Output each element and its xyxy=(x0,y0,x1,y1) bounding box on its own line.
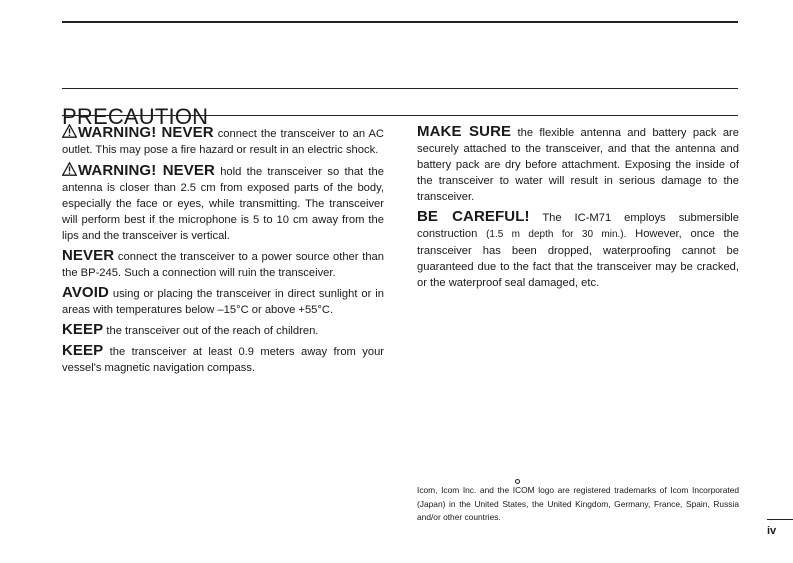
title-underline xyxy=(62,115,738,116)
title-rule xyxy=(62,88,738,89)
logo-dot-icon xyxy=(515,479,520,484)
page-number: iv xyxy=(767,525,777,537)
keyword: BE CAREFUL! xyxy=(417,208,530,225)
item-text: hold the transceiver so that the antenna is closer than 2.5 cm from exposed parts of the body, especially the face or eyes, while transmitting. The transceiver will perform best if the microphone is 5 to 10 cm away from the lips and the transceiver is vertical. xyxy=(62,166,384,242)
footnote-text: logo are registered trademarks of Icom Incorporated (Japan) in the United States, the United Kingdom, Germany, France, Spain, Russia and/or other countries. xyxy=(417,485,740,522)
precaution-item xyxy=(62,162,384,244)
item-text: connect the transceiver to an AC outlet. This may pose a fire hazard or result in an electric shock. xyxy=(62,128,384,156)
precaution-item xyxy=(62,285,384,318)
precaution-item xyxy=(62,343,384,376)
warning-icon xyxy=(62,162,77,176)
right-column xyxy=(417,124,739,295)
precaution-item xyxy=(417,124,739,205)
precaution-item xyxy=(62,322,384,339)
left-column xyxy=(62,124,384,380)
item-text: However, once the transceiver has been dropped, waterproofing cannot be guaranteed due to the fact that the transceiver may be cracked, or the waterproof seal damaged, etc. xyxy=(417,228,740,289)
item-text: using or placing the transceiver in direct sunlight or in areas with temperatures below –15°C or above +55°C. xyxy=(62,288,385,316)
keyword: AVOID xyxy=(62,284,109,301)
precaution-item xyxy=(62,248,384,281)
footnote-text: Icom, Icom Inc. and the xyxy=(417,485,510,495)
trademark-footnote xyxy=(417,484,739,525)
item-text: the flexible antenna and battery pack are securely attached to the transceiver, and that the antenna and battery pack are dry before attachment. Exposing the inside of the transceiver to water will result in serious damage to the transceiver. xyxy=(417,127,739,203)
precaution-item xyxy=(417,209,739,291)
keyword: WARNING! NEVER xyxy=(78,162,215,179)
item-text: connect the transceiver to a power source other than the BP-245. Such a connection will ruin the transceiver. xyxy=(62,251,385,279)
page-title: PRECAUTION xyxy=(62,103,209,129)
keyword: NEVER xyxy=(62,247,115,264)
precaution-item xyxy=(62,124,384,158)
keyword: MAKE SURE xyxy=(417,123,512,140)
keyword: KEEP xyxy=(62,342,104,359)
icom-logo: ICOM xyxy=(513,484,535,498)
top-rule xyxy=(62,21,738,23)
keyword: KEEP xyxy=(62,321,104,338)
warning-icon xyxy=(62,124,77,138)
item-text: the transceiver out of the reach of children. xyxy=(106,325,319,337)
logo-text: COM xyxy=(515,485,535,495)
keyword: WARNING! NEVER xyxy=(78,124,214,141)
depth-note: (1.5 m depth for 30 min.). xyxy=(486,229,627,240)
page-number-rule xyxy=(767,519,793,520)
item-text: the transceiver at least 0.9 meters away from your vessel's magnetic navigation compass. xyxy=(62,346,385,374)
item-text: The IC-M71 employs submersible construction xyxy=(417,212,740,240)
